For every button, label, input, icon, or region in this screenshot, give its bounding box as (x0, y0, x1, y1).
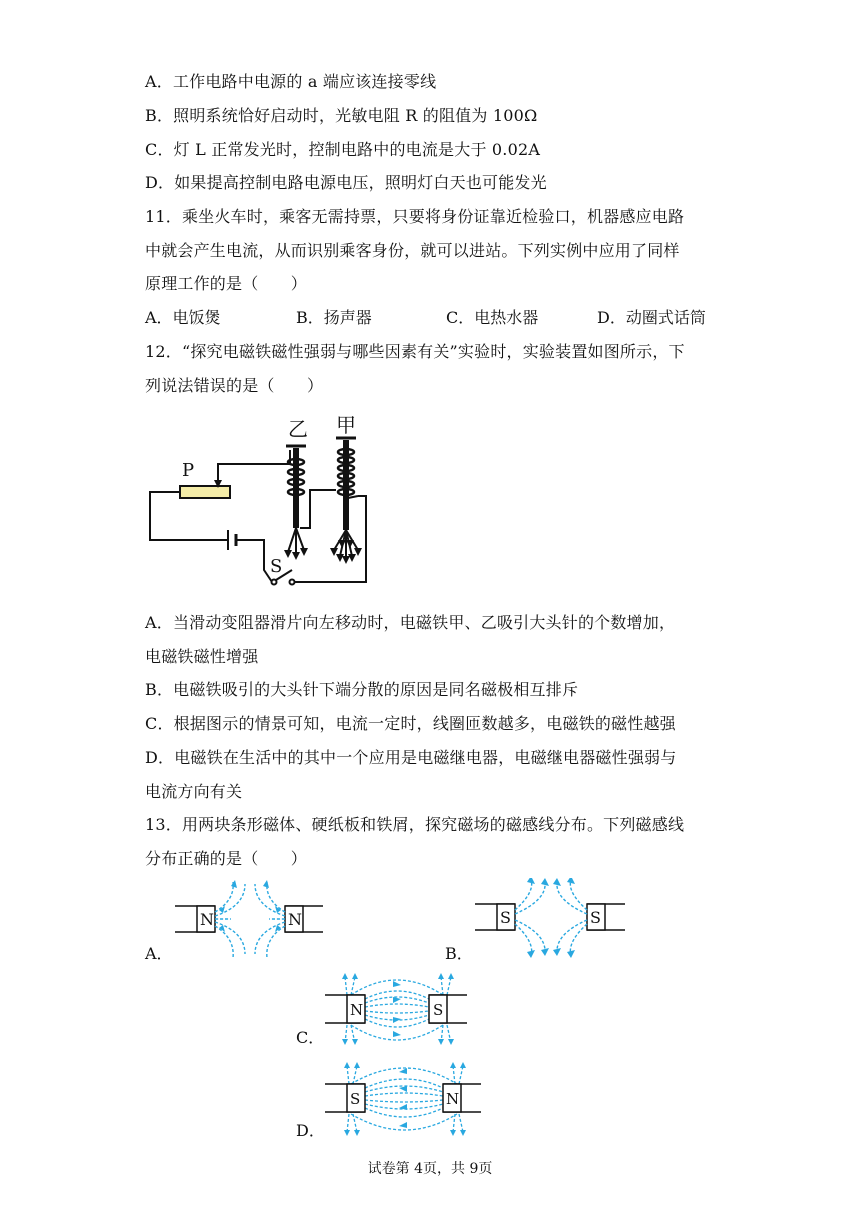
q12-option-b: B．电磁铁吸引的大头针下端分散的原因是同名磁极相互排斥 (145, 680, 579, 699)
fig-d-left-pole: S (350, 1090, 361, 1108)
fig-b-left-pole: S (500, 908, 511, 927)
q10-option-b: B．照明系统恰好启动时，光敏电阻 R 的阻值为 100Ω (145, 106, 538, 125)
q13-option-b-label: B． (445, 944, 473, 963)
label-jia: 甲 (336, 413, 356, 437)
q10-option-d: D．如果提高控制电路电源电压，照明灯白天也可能发光 (145, 173, 547, 192)
fig-b-right-pole: S (590, 908, 601, 927)
fig-c-right-pole: S (433, 1001, 444, 1019)
fig-d-right-pole: N (446, 1090, 460, 1108)
q11-option-a: A．电饭煲 (145, 308, 221, 327)
q13-stem-line1: 13．用两块条形磁体、硬纸板和铁屑，探究磁场的磁感线分布。下列磁感线 (145, 815, 685, 834)
q11-option-c: C．电热水器 (446, 308, 539, 327)
q12-option-d-line2: 电流方向有关 (145, 782, 243, 801)
q12-option-d-line1: D．电磁铁在生活中的其中一个应用是电磁继电器，电磁继电器磁性强弱与 (145, 748, 677, 767)
q11-stem-line2: 中就会产生电流，从而识别乘客身份，就可以进站。下列实例中应用了同样 (145, 241, 680, 260)
q10-option-c: C．灯 L 正常发光时，控制电路中的电流是大于 0.02A (145, 140, 541, 159)
q12-option-c: C．根据图示的情景可知，电流一定时，线圈匝数越多，电磁铁的磁性越强 (145, 714, 676, 733)
magnet-figure-a (175, 880, 325, 960)
page-footer: 试卷第 4页，共 9页 (367, 1161, 493, 1177)
q11-option-b: B．扬声器 (296, 308, 372, 327)
q12-option-a-line1: A．当滑动变阻器滑片向左移动时，电磁铁甲、乙吸引大头针的个数增加， (145, 613, 676, 632)
q12-stem-line2: 列说法错误的是（ ） (145, 376, 324, 395)
label-p: P (182, 460, 195, 481)
q13-stem-line2: 分布正确的是（ ） (145, 849, 308, 868)
q11-option-d: D．动圈式话筒 (597, 308, 706, 327)
q11-stem-line3: 原理工作的是（ ） (145, 274, 308, 293)
label-s: S (270, 556, 283, 577)
q12-option-a-line2: 电磁铁磁性增强 (145, 647, 259, 666)
q13-option-d-label: D． (296, 1121, 325, 1140)
fig-c-left-pole: N (350, 1001, 364, 1019)
q10-option-a: A．工作电路中电源的 a 端应该连接零线 (145, 72, 437, 91)
magnet-figure-b (475, 878, 627, 958)
q13-option-c-label: C． (296, 1028, 325, 1047)
q11-stem-line1: 11．乘坐火车时，乘客无需持票，只要将身份证靠近检验口，机器感应电路 (145, 207, 685, 226)
magnet-figure-d (325, 1060, 485, 1138)
fig-a-left-pole: N (200, 910, 214, 929)
q13-option-a-label: A． (145, 944, 173, 963)
magnet-figure-c (325, 973, 470, 1045)
label-yi: 乙 (288, 417, 308, 441)
q12-stem-line1: 12．“探究电磁铁磁性强弱与哪些因素有关”实验时，实验装置如图所示，下 (145, 342, 685, 361)
fig-a-right-pole: N (288, 910, 302, 929)
electromagnet-circuit-figure (140, 410, 380, 595)
